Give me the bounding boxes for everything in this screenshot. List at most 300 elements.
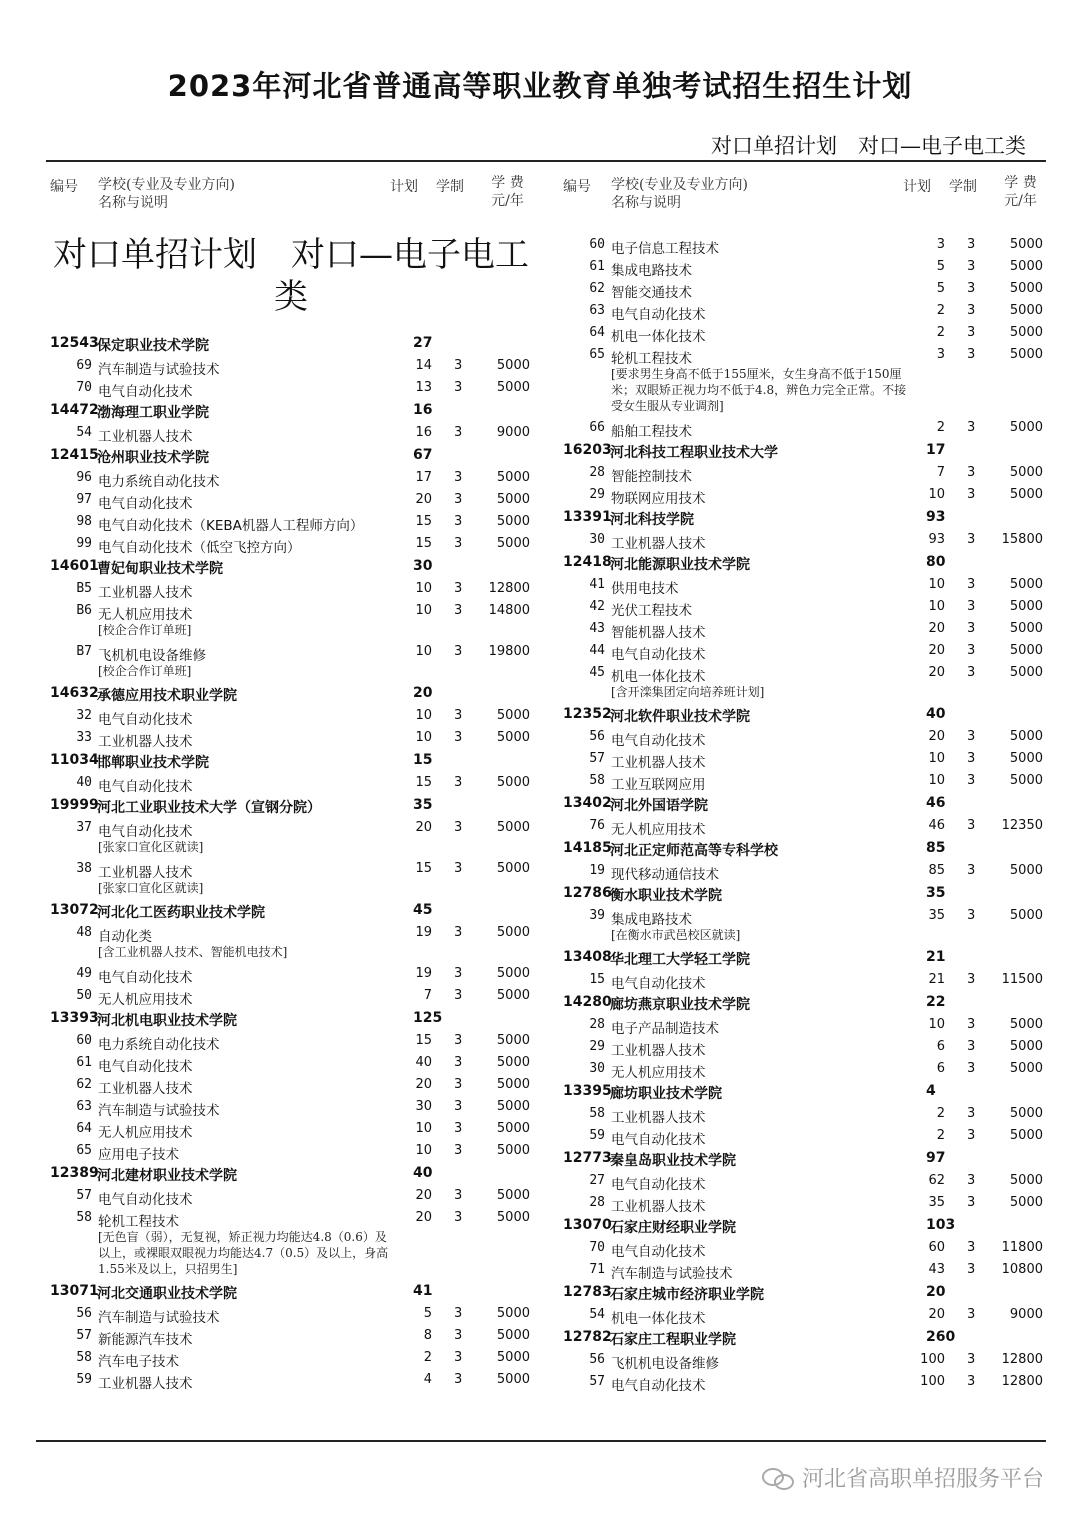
major-plan: 4 xyxy=(423,1372,432,1387)
school-code: 19999 xyxy=(50,797,99,813)
major-item xyxy=(50,533,532,555)
major-name: 飞机机电设备维修 xyxy=(98,648,206,664)
school-row xyxy=(563,946,1045,969)
school-code: 14632 xyxy=(50,685,99,701)
major-fee: 9000 xyxy=(1009,1307,1043,1322)
major-fee: 12800 xyxy=(488,581,530,596)
major-years: 3 xyxy=(967,1017,976,1032)
table-row xyxy=(50,355,532,377)
major-years: 3 xyxy=(454,1350,463,1365)
major-fee: 14800 xyxy=(488,603,530,618)
major-fee: 5000 xyxy=(1009,347,1043,362)
school-code: 13071 xyxy=(50,1283,99,1299)
school-total: 41 xyxy=(413,1283,433,1299)
major-name: 自动化类 xyxy=(98,929,152,945)
major-item xyxy=(563,815,1045,837)
major-code: 37 xyxy=(76,820,92,835)
major-code: B7 xyxy=(76,644,92,659)
major-name: 电子产品制造技术 xyxy=(611,1021,719,1037)
major-code: 28 xyxy=(589,1195,605,1210)
major-note: [在衡水市武邑校区就读] xyxy=(611,928,741,942)
major-item xyxy=(563,1170,1045,1192)
school-row xyxy=(50,749,532,772)
header-plan: 计划 xyxy=(903,179,931,195)
major-plan: 19 xyxy=(415,925,432,940)
major-plan: 16 xyxy=(415,425,432,440)
table-row xyxy=(563,529,1045,551)
school-name: 渤海理工职业学院 xyxy=(97,405,209,421)
table-row xyxy=(563,1237,1045,1259)
major-plan: 2 xyxy=(936,420,945,435)
major-plan: 10 xyxy=(415,730,432,745)
major-fee: 19800 xyxy=(488,644,530,659)
major-years: 3 xyxy=(967,420,976,435)
school-name: 河北能源职业技术学院 xyxy=(610,557,750,573)
school-row xyxy=(50,794,532,817)
major-fee: 5000 xyxy=(1009,1128,1043,1143)
major-name: 工业机器人技术 xyxy=(98,734,193,750)
major-note: [张家口宣化区就读] xyxy=(98,881,204,895)
major-item xyxy=(563,1304,1045,1326)
major-fee: 5000 xyxy=(1009,1173,1043,1188)
major-name: 物联网应用技术 xyxy=(611,491,706,507)
major-plan: 62 xyxy=(928,1173,945,1188)
school-total: 22 xyxy=(926,994,946,1010)
school-name: 河北工业职业技术大学（宣钢分院） xyxy=(97,800,321,816)
school-row xyxy=(563,837,1045,860)
major-item xyxy=(563,770,1045,792)
major-plan: 10 xyxy=(415,1143,432,1158)
major-fee: 5000 xyxy=(1009,621,1043,636)
school-row xyxy=(563,703,1045,726)
major-item xyxy=(50,1140,532,1162)
major-name: 轮机工程技术 xyxy=(611,351,692,367)
major-code: 30 xyxy=(589,532,605,547)
major-years: 3 xyxy=(454,514,463,529)
major-fee: 5000 xyxy=(496,514,530,529)
major-years: 3 xyxy=(454,708,463,723)
school-name: 秦皇岛职业技术学院 xyxy=(610,1153,736,1169)
major-name: 电气自动化技术 xyxy=(98,712,193,728)
major-years: 3 xyxy=(967,487,976,502)
table-row xyxy=(563,1014,1045,1036)
school-name: 沧州职业技术学院 xyxy=(97,450,209,466)
major-years: 3 xyxy=(967,863,976,878)
school-total: 103 xyxy=(926,1217,956,1233)
section-title: 对口单招计划 对口—电子电工类 xyxy=(53,235,529,317)
major-plan: 20 xyxy=(928,665,945,680)
major-item xyxy=(563,300,1045,322)
major-name: 工业机器人技术 xyxy=(98,429,193,445)
major-name: 集成电路技术 xyxy=(611,912,692,928)
major-years: 3 xyxy=(454,775,463,790)
major-plan: 2 xyxy=(936,325,945,340)
major-item xyxy=(50,858,532,899)
major-fee: 5000 xyxy=(496,775,530,790)
major-item xyxy=(563,1349,1045,1371)
major-item xyxy=(563,574,1045,596)
footer-watermark xyxy=(762,1462,1044,1493)
school-total: 40 xyxy=(926,706,946,722)
major-plan: 60 xyxy=(928,1240,945,1255)
major-code: 99 xyxy=(76,536,92,551)
table-row xyxy=(563,1058,1045,1080)
school-code: 13393 xyxy=(50,1010,99,1026)
major-plan: 20 xyxy=(415,1210,432,1225)
major-plan: 10 xyxy=(415,1121,432,1136)
school-total: 45 xyxy=(413,902,433,918)
major-plan: 35 xyxy=(928,908,945,923)
major-code: 61 xyxy=(589,259,605,274)
major-name: 智能交通技术 xyxy=(611,285,692,301)
major-code: 56 xyxy=(589,1352,605,1367)
school-total: 46 xyxy=(926,795,946,811)
major-years: 3 xyxy=(967,1307,976,1322)
major-note: [含工业机器人技术、智能机电技术] xyxy=(98,945,288,959)
header-code: 编号 xyxy=(50,179,78,195)
school-code: 11034 xyxy=(50,752,99,768)
major-item xyxy=(50,355,532,377)
major-code: 62 xyxy=(76,1077,92,1092)
major-note: [要求男生身高不低于155厘米，女生身高不低于150厘米；双眼矫正视力均不低于4.8，辨色力完全正常。不接受女生服从专业调剂] xyxy=(611,367,907,413)
major-code: 63 xyxy=(76,1099,92,1114)
major-name: 电气自动化技术 xyxy=(98,1192,193,1208)
major-years: 3 xyxy=(454,1033,463,1048)
school-code: 14280 xyxy=(563,994,612,1010)
major-plan: 15 xyxy=(415,1033,432,1048)
major-item xyxy=(50,1074,532,1096)
major-name: 电气自动化技术 xyxy=(611,1132,706,1148)
school-code: 14185 xyxy=(563,840,612,856)
table-row xyxy=(563,596,1045,618)
major-name: 汽车制造与试验技术 xyxy=(611,1266,733,1282)
major-item xyxy=(563,462,1045,484)
major-code: 58 xyxy=(589,1106,605,1121)
table-row xyxy=(50,727,532,749)
major-years: 3 xyxy=(454,1143,463,1158)
major-name: 汽车制造与试验技术 xyxy=(98,362,220,378)
major-years: 3 xyxy=(967,1039,976,1054)
major-name: 机电一体化技术 xyxy=(611,669,706,685)
major-name: 电气自动化技术 xyxy=(611,1244,706,1260)
major-item xyxy=(50,1118,532,1140)
school-name: 河北科技工程职业技术大学 xyxy=(610,445,778,461)
major-plan: 10 xyxy=(928,577,945,592)
school-total: 260 xyxy=(926,1329,956,1345)
table-row xyxy=(50,1369,532,1391)
table-row xyxy=(563,256,1045,278)
school-name: 河北交通职业技术学院 xyxy=(97,1286,237,1302)
school-name: 衡水职业技术学院 xyxy=(610,888,722,904)
major-fee: 11800 xyxy=(1001,1240,1043,1255)
table-row xyxy=(50,858,532,880)
major-code: 69 xyxy=(76,358,92,373)
major-code: 76 xyxy=(589,818,605,833)
major-fee: 5000 xyxy=(496,1055,530,1070)
header-fee: 学 费 元/年 xyxy=(1004,175,1037,209)
table-row xyxy=(563,860,1045,882)
table-row xyxy=(563,234,1045,256)
major-plan: 10 xyxy=(928,751,945,766)
major-plan: 13 xyxy=(415,380,432,395)
major-plan: 10 xyxy=(415,708,432,723)
table-row xyxy=(563,1192,1045,1214)
table-row xyxy=(50,705,532,727)
major-item xyxy=(563,417,1045,439)
major-plan: 7 xyxy=(936,465,945,480)
school-row xyxy=(50,1162,532,1185)
table-row xyxy=(563,1170,1045,1192)
major-code: 63 xyxy=(589,303,605,318)
school-row xyxy=(563,792,1045,815)
school-code: 14601 xyxy=(50,558,99,574)
major-name: 电气自动化技术（KEBA机器人工程师方向） xyxy=(98,518,364,534)
table-row xyxy=(563,574,1045,596)
major-code: 28 xyxy=(589,465,605,480)
school-name: 曹妃甸职业技术学院 xyxy=(97,561,223,577)
major-code: 60 xyxy=(76,1033,92,1048)
school-row xyxy=(50,1280,532,1303)
major-fee: 5000 xyxy=(1009,420,1043,435)
major-code: 54 xyxy=(76,425,92,440)
header-name: 学校(专业及专业方向) 名称与说明 xyxy=(98,177,235,211)
major-plan: 20 xyxy=(928,621,945,636)
major-fee: 5000 xyxy=(496,708,530,723)
table-row xyxy=(50,511,532,533)
major-fee: 15800 xyxy=(1001,532,1043,547)
major-code: 44 xyxy=(589,643,605,658)
major-code: 41 xyxy=(589,577,605,592)
major-item xyxy=(563,596,1045,618)
major-name: 供用电技术 xyxy=(611,581,679,597)
major-name: 电气自动化技术（低空飞控方向） xyxy=(98,540,301,556)
major-item xyxy=(50,922,532,963)
major-plan: 10 xyxy=(415,644,432,659)
school-total: 21 xyxy=(926,949,946,965)
major-code: 98 xyxy=(76,514,92,529)
major-code: 57 xyxy=(76,1328,92,1343)
major-plan: 3 xyxy=(936,347,945,362)
table-row xyxy=(563,662,1045,684)
school-row xyxy=(50,444,532,467)
major-years: 3 xyxy=(967,665,976,680)
right-column xyxy=(563,172,1045,1393)
page-title: 2023年河北省普通高等职业教育单独考试招生招生计划 xyxy=(167,69,913,103)
school-total: 80 xyxy=(926,554,946,570)
major-fee: 5000 xyxy=(1009,577,1043,592)
major-years: 3 xyxy=(454,1306,463,1321)
school-row xyxy=(563,882,1045,905)
major-years: 3 xyxy=(454,425,463,440)
school-total: 20 xyxy=(413,685,433,701)
school-code: 12389 xyxy=(50,1165,99,1181)
major-years: 3 xyxy=(967,237,976,252)
major-years: 3 xyxy=(967,1240,976,1255)
school-row xyxy=(50,399,532,422)
major-fee: 5000 xyxy=(496,1099,530,1114)
school-code: 13070 xyxy=(563,1217,612,1233)
major-plan: 17 xyxy=(415,470,432,485)
wechat-icon xyxy=(762,1466,796,1490)
major-code: 39 xyxy=(589,908,605,923)
major-fee: 5000 xyxy=(1009,599,1043,614)
major-fee: 5000 xyxy=(1009,643,1043,658)
major-name: 机电一体化技术 xyxy=(611,1311,706,1327)
major-plan: 15 xyxy=(415,536,432,551)
major-name: 船舶工程技术 xyxy=(611,424,692,440)
major-item xyxy=(563,1259,1045,1281)
school-total: 93 xyxy=(926,509,946,525)
major-fee: 5000 xyxy=(496,1350,530,1365)
major-item xyxy=(563,640,1045,662)
school-total: 125 xyxy=(413,1010,443,1026)
top-rule xyxy=(46,160,1046,162)
school-name: 河北化工医药职业技术学院 xyxy=(97,905,265,921)
major-name: 工业互联网应用 xyxy=(611,777,706,793)
school-name: 廊坊燕京职业技术学院 xyxy=(610,997,750,1013)
major-plan: 10 xyxy=(415,581,432,596)
major-item xyxy=(50,377,532,399)
table-row xyxy=(563,618,1045,640)
table-row xyxy=(50,422,532,444)
table-row xyxy=(563,278,1045,300)
school-name: 石家庄城市经济职业学院 xyxy=(610,1287,764,1303)
major-name: 电气自动化技术 xyxy=(98,779,193,795)
major-item xyxy=(563,1058,1045,1080)
school-row xyxy=(50,555,532,578)
header-name: 学校(专业及专业方向) 名称与说明 xyxy=(611,177,748,211)
table-row xyxy=(563,1103,1045,1125)
school-row xyxy=(563,991,1045,1014)
major-name: 电气自动化技术 xyxy=(611,1177,706,1193)
major-plan: 2 xyxy=(936,1128,945,1143)
header-code: 编号 xyxy=(563,179,591,195)
major-years: 3 xyxy=(967,1262,976,1277)
major-code: 33 xyxy=(76,730,92,745)
table-row xyxy=(50,600,532,622)
right-list xyxy=(563,234,1045,1393)
major-years: 3 xyxy=(967,1173,976,1188)
school-code: 12543 xyxy=(50,335,99,351)
major-code: 49 xyxy=(76,966,92,981)
major-years: 3 xyxy=(967,577,976,592)
school-name: 邯郸职业技术学院 xyxy=(97,755,209,771)
school-name: 石家庄工程职业学院 xyxy=(610,1332,736,1348)
major-years: 3 xyxy=(454,730,463,745)
school-code: 12352 xyxy=(563,706,612,722)
school-code: 12773 xyxy=(563,1150,612,1166)
major-years: 3 xyxy=(454,581,463,596)
major-item xyxy=(50,817,532,858)
major-code: 61 xyxy=(76,1055,92,1070)
major-fee: 12800 xyxy=(1001,1352,1043,1367)
major-years: 3 xyxy=(454,1188,463,1203)
major-years: 3 xyxy=(967,643,976,658)
major-code: 66 xyxy=(589,420,605,435)
major-item xyxy=(563,969,1045,991)
major-years: 3 xyxy=(967,1374,976,1389)
school-name: 河北软件职业技术学院 xyxy=(610,709,750,725)
major-fee: 5000 xyxy=(1009,1106,1043,1121)
major-item xyxy=(50,1030,532,1052)
major-item xyxy=(563,618,1045,640)
table-row xyxy=(50,1347,532,1369)
left-list xyxy=(50,332,532,1391)
major-code: 65 xyxy=(589,347,605,362)
table-row xyxy=(563,640,1045,662)
major-name: 新能源汽车技术 xyxy=(98,1332,193,1348)
major-plan: 93 xyxy=(928,532,945,547)
school-row xyxy=(563,551,1045,574)
major-item xyxy=(50,1096,532,1118)
school-code: 12418 xyxy=(563,554,612,570)
major-item xyxy=(563,1192,1045,1214)
page-subtitle: 对口单招计划 对口—电子电工类 xyxy=(711,134,1026,158)
footer-text: 河北省高职单招服务平台 xyxy=(801,1467,1044,1492)
major-code: 58 xyxy=(76,1210,92,1225)
major-name: 机电一体化技术 xyxy=(611,329,706,345)
major-name: 电气自动化技术 xyxy=(611,307,706,323)
major-name: 无人机应用技术 xyxy=(611,1065,706,1081)
school-name: 廊坊职业技术学院 xyxy=(610,1086,722,1102)
table-row xyxy=(50,1030,532,1052)
major-code: 29 xyxy=(589,1039,605,1054)
major-item xyxy=(50,705,532,727)
major-years: 3 xyxy=(454,988,463,1003)
major-name: 智能控制技术 xyxy=(611,469,692,485)
major-fee: 5000 xyxy=(496,1121,530,1136)
major-fee: 5000 xyxy=(496,730,530,745)
major-fee: 5000 xyxy=(496,358,530,373)
major-item xyxy=(563,234,1045,256)
school-code: 13395 xyxy=(563,1083,612,1099)
school-total: 15 xyxy=(413,752,433,768)
major-item xyxy=(563,529,1045,551)
major-plan: 6 xyxy=(936,1039,945,1054)
school-name: 河北正定师范高等专科学校 xyxy=(610,843,778,859)
major-fee: 5000 xyxy=(1009,729,1043,744)
major-fee: 5000 xyxy=(496,1077,530,1092)
school-name: 河北外国语学院 xyxy=(610,798,708,814)
table-row xyxy=(563,1036,1045,1058)
table-row xyxy=(563,905,1045,927)
major-name: 应用电子技术 xyxy=(98,1147,179,1163)
major-plan: 30 xyxy=(415,1099,432,1114)
major-item xyxy=(563,484,1045,506)
major-years: 3 xyxy=(967,1061,976,1076)
major-code: 57 xyxy=(76,1188,92,1203)
major-item xyxy=(50,1325,532,1347)
table-row xyxy=(563,417,1045,439)
major-years: 3 xyxy=(454,492,463,507)
school-total: 35 xyxy=(413,797,433,813)
major-plan: 20 xyxy=(928,1307,945,1322)
major-item xyxy=(50,467,532,489)
major-fee: 5000 xyxy=(1009,487,1043,502)
table-row xyxy=(563,300,1045,322)
school-code: 16203 xyxy=(563,442,612,458)
major-years: 3 xyxy=(454,603,463,618)
major-plan: 2 xyxy=(936,303,945,318)
major-name: 电气自动化技术 xyxy=(98,496,193,512)
column-header xyxy=(563,172,1045,234)
table-row xyxy=(563,462,1045,484)
major-item xyxy=(50,489,532,511)
major-years: 3 xyxy=(967,1106,976,1121)
major-plan: 8 xyxy=(423,1328,432,1343)
major-name: 工业机器人技术 xyxy=(611,1199,706,1215)
major-fee: 5000 xyxy=(496,470,530,485)
